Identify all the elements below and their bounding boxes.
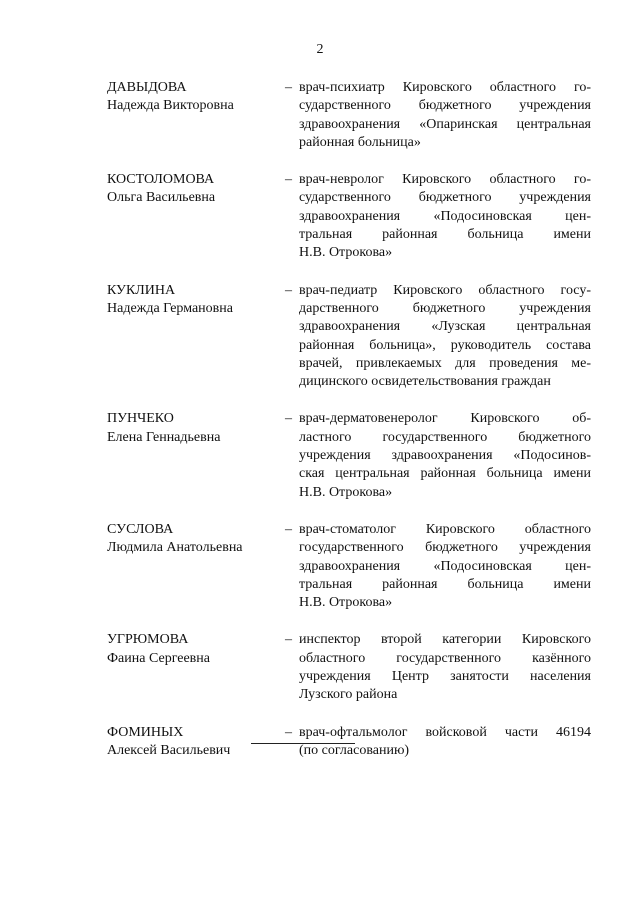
- member-given-names: Надежда Викторовна: [107, 98, 234, 114]
- member-surname: ДАВЫДОВА: [107, 80, 187, 95]
- member-entry: [107, 724, 591, 761]
- page-number: 2: [316, 42, 324, 57]
- role-line: здравоохранения «Подосиновская цен-: [299, 558, 591, 574]
- member-entry: [107, 410, 591, 501]
- member-given-names: Надежда Германовна: [107, 300, 233, 316]
- end-of-list-rule: [251, 743, 355, 744]
- separator-dash: –: [285, 411, 292, 427]
- role-line: ская центральная районная больница имени: [299, 466, 591, 482]
- member-name: [107, 282, 285, 392]
- role-line: районная больница», руководитель состава: [299, 337, 591, 353]
- role-line: здравоохранения «Лузская центральная: [299, 319, 591, 335]
- member-surname: КУКЛИНА: [107, 282, 176, 298]
- role-line: Н.В. Отрокова»: [299, 595, 393, 611]
- role-line: Н.В. Отрокова»: [299, 245, 393, 261]
- role-line: тральная районная больница имени: [299, 576, 591, 592]
- role-line: Лузского района: [299, 687, 398, 703]
- member-surname: УГРЮМОВА: [107, 632, 189, 648]
- role-line: тральная районная больница имени: [299, 227, 591, 243]
- separator-dash: –: [285, 172, 292, 188]
- role-line: врач-педиатр Кировского областного госу-: [299, 282, 591, 298]
- role-line: врачей, привлекаемых для проведения ме-: [299, 355, 591, 371]
- separator-dash: –: [285, 724, 292, 740]
- member-name: [107, 631, 285, 704]
- role-line: врач-невролог Кировского областного го-: [299, 172, 591, 188]
- member-given-names: Алексей Васильевич: [107, 742, 231, 758]
- role-line: здравоохранения «Опаринская центральная: [299, 116, 591, 132]
- role-line: учреждения Центр занятости населения: [299, 669, 591, 685]
- member-role: [299, 282, 591, 392]
- role-line: врач-психиатр Кировского областного го-: [299, 80, 591, 95]
- member-role: [299, 410, 591, 501]
- role-line: сударственного бюджетного учреждения: [299, 190, 591, 206]
- role-line: государственного бюджетного учреждения: [299, 540, 591, 556]
- separator-dash: –: [285, 80, 292, 95]
- member-name: [107, 171, 285, 262]
- member-given-names: Ольга Васильевна: [107, 190, 216, 206]
- member-entry: [107, 79, 591, 152]
- role-line: (по согласованию): [299, 742, 410, 758]
- role-line: дицинского освидетельствования граждан: [299, 374, 551, 390]
- member-entry: [107, 631, 591, 704]
- member-name: [107, 410, 285, 501]
- role-line: областного государственного казённого: [299, 650, 591, 666]
- member-entry: [107, 171, 591, 262]
- role-line: здравоохранения «Подосиновская цен-: [299, 208, 591, 224]
- role-line: сударственного бюджетного учреждения: [299, 98, 591, 114]
- member-name: [107, 521, 285, 612]
- member-surname: ПУНЧЕКО: [107, 411, 174, 427]
- role-line: районная больница»: [299, 134, 421, 150]
- role-line: врач-офтальмолог войсковой части 46194: [299, 724, 591, 740]
- member-name: [107, 79, 285, 152]
- member-given-names: Елена Геннадьевна: [107, 429, 221, 445]
- member-role: [299, 724, 591, 761]
- member-surname: КОСТОЛОМОВА: [107, 172, 215, 188]
- member-given-names: Фаина Сергеевна: [107, 650, 210, 666]
- member-name: [107, 724, 285, 761]
- member-role: [299, 79, 591, 152]
- member-role: [299, 631, 591, 704]
- member-given-names: Людмила Анатольевна: [107, 540, 243, 556]
- separator-dash: –: [285, 521, 292, 537]
- role-line: Н.В. Отрокова»: [299, 484, 393, 500]
- role-line: ластного государственного бюджетного: [299, 429, 591, 445]
- commission-members-list: [107, 79, 591, 779]
- role-line: инспектор второй категории Кировского: [299, 632, 591, 648]
- role-line: учреждения здравоохранения «Подосинов-: [299, 448, 591, 464]
- role-line: врач-стоматолог Кировского областного: [299, 521, 591, 537]
- role-line: дарственного бюджетного учреждения: [299, 300, 591, 316]
- separator-dash: –: [285, 632, 292, 648]
- member-role: [299, 521, 591, 612]
- member-entry: [107, 521, 591, 612]
- member-surname: ФОМИНЫХ: [107, 724, 184, 740]
- member-surname: СУСЛОВА: [107, 521, 174, 537]
- role-line: врач-дерматовенеролог Кировского об-: [299, 411, 591, 427]
- member-entry: [107, 282, 591, 392]
- separator-dash: –: [285, 282, 292, 298]
- member-role: [299, 171, 591, 262]
